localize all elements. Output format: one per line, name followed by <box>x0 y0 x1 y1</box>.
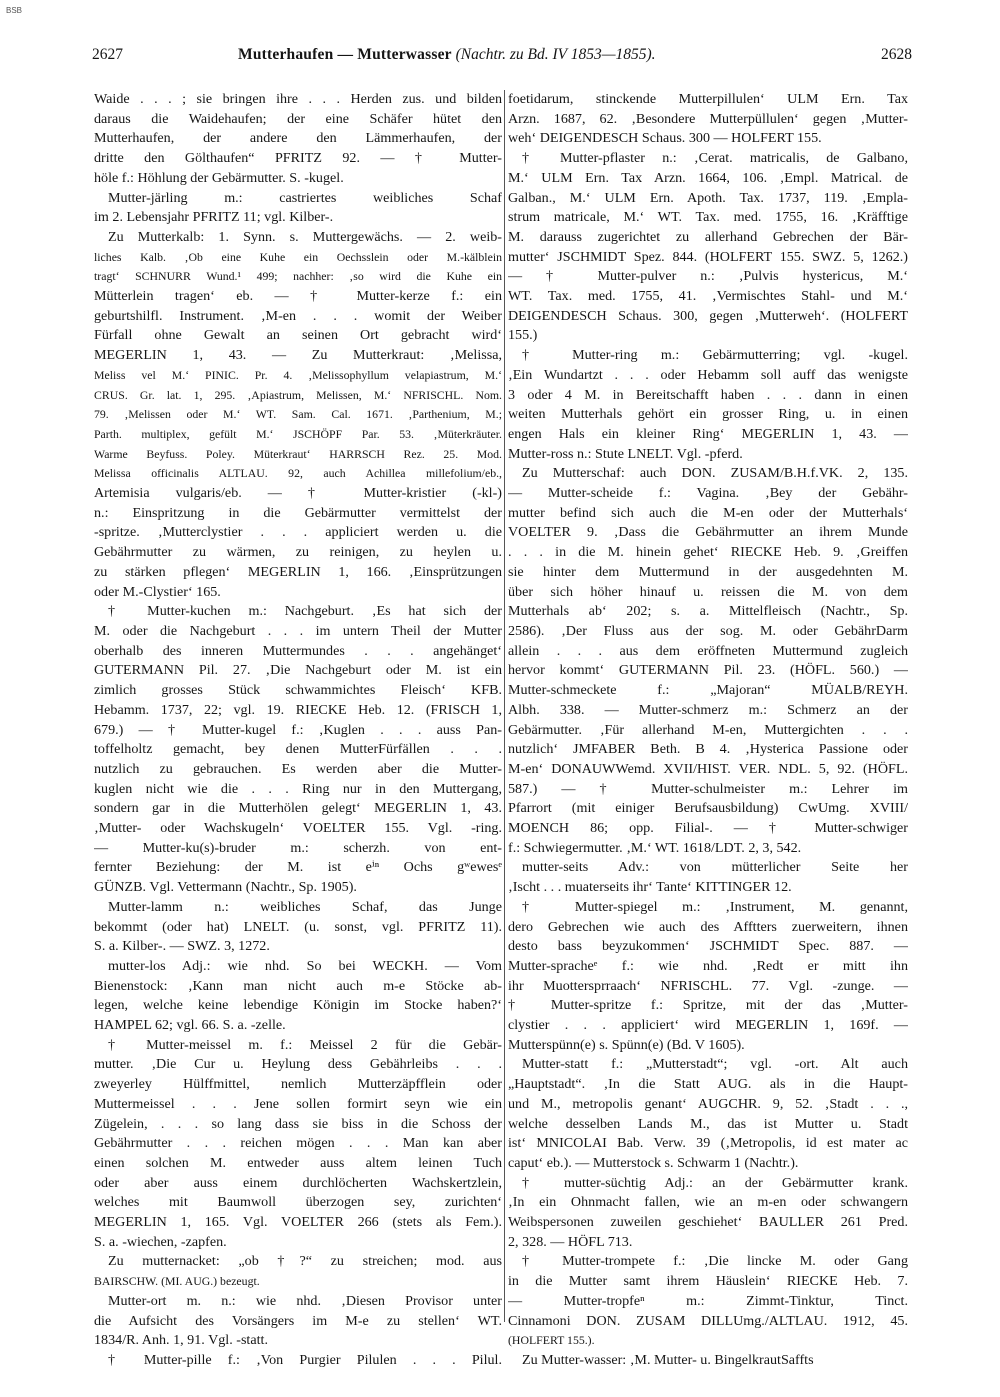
right-column-line: und M., metropolis genant‘ AUGCHR. 9, 52. ‚Stadt . . ., <box>508 1095 908 1112</box>
right-column-line: Mutter-schmeckete f.: „Majoran“ MÜALB/REYH. <box>508 682 908 699</box>
left-column-line: oberhalb des inneren Muttermundes . . . angehänget‘ <box>94 642 502 659</box>
left-column-line: liches Kalb. ‚Ob eine Kuhe ein Oechsslein oder M.-kälblein <box>94 249 502 264</box>
right-column-line: DEIGENDESCH Schaus. 300, gegen ‚Mutterweh‘. (HOLFERT <box>508 307 908 324</box>
left-column-line: ‚Mutter- oder Wachskugeln‘ VOELTER 155. Vgl. -ring. <box>94 820 502 837</box>
left-column-line: welches mit Baumwoll überzogen sey, zurichten‘ <box>94 1194 502 1211</box>
left-column-line: Mutter-lamm n.: weibliches Schaf, das Junge <box>108 898 502 915</box>
left-column-line: Mütterlein tragen‘ eb. — † Mutter-kerze f.: ein <box>94 288 502 305</box>
left-column-line: einen solchen M. entweder auss altem leinen Tuch <box>94 1154 502 1171</box>
right-column-line: ist‘ MNICOLAI Bab. Verw. 39 (‚Metropolis, id est mater ac <box>508 1135 908 1152</box>
right-column-line: ‚Ischt . . . muaterseits ihr‘ Tante‘ KITTINGER 12. <box>508 879 792 896</box>
left-column-line: Artemisia vulgaris/eb. — † Mutter-kristier (-kl-) <box>94 485 502 502</box>
right-column-line: Mutter-statt f.: „Mutterstadt“; vgl. -ort. Alt auch <box>522 1056 908 1073</box>
left-column-line: dritte den Gölthaufen“ PFRITZ 92. — † Mutter- <box>94 150 502 167</box>
right-column-line: † Mutter-ring m.: Gebärmutterring; vgl. -kugel. <box>522 347 908 364</box>
left-column-line: Mutter-järling m.: castriertes weibliches Schaf <box>108 189 502 206</box>
left-column-line: zu stärken pflegen‘ MEGERLIN 1, 166. ‚Einsprützungen <box>94 563 502 580</box>
right-column-line: caput‘ eb.). — Mutterstock s. Schwarm 1 (Nachtr.). <box>508 1154 799 1171</box>
left-column-line: Gebährmutter . . . reichen mögen . . . Man kan aber <box>94 1135 502 1152</box>
left-column-line: Meliss vel M.‘ PINIC. Pr. 4. ‚Melissophyllum velapiastrum, M.‘ <box>94 367 502 382</box>
right-column-line: † Mutter-spiegel m.: ‚Instrument, M. genannt, <box>522 898 908 915</box>
left-column-line: Warme Beyfuss. Poley. Müterkraut‘ HARRSCH Rez. 25. Mod. <box>94 446 502 461</box>
right-column-line: mutter befind sich auch die M-en oder der Mutterhals‘ <box>508 504 908 521</box>
right-column-line: . . . in die M. hinein gehet‘ RIECKE Heb. 9. ‚Greiffen <box>508 544 908 561</box>
left-column-line: Melissa officinalis ALTLAU. 92, auch Achillea millefolium/eb., <box>94 466 502 481</box>
right-column-line: 3 oder 4 M. in Bereitschafft haben . . . dann in einen <box>508 386 908 403</box>
left-column-line: † Mutter-kuchen m.: Nachgeburt. ‚Es hat sich der <box>108 603 502 620</box>
left-column-line: Gebährmutter zu wärmen, zu reinigen, zu heylen u. <box>94 544 502 561</box>
left-column-line: Bienenstock: ‚Kann man nicht auch m-e Stöcke ab- <box>94 977 502 994</box>
left-column-line: BAIRSCHW. (MI. AUG.) bezeugt. <box>94 1274 260 1289</box>
left-column-line: S. a. Kilber-. — SWZ. 3, 1272. <box>94 938 270 955</box>
left-column-line: geburtshilfl. Instrument. ‚M-en . . . womit der Weiber <box>94 307 502 324</box>
left-column-line: mutter-los Adj.: wie nhd. So bei WECKH. — Vom <box>108 957 502 974</box>
left-column-line: nutzlich zu gebrauchen. Es werden aber die Mutter- <box>94 760 502 777</box>
left-column-line: -spritze. ‚Mutterclystier . . . appliciert werden u. die <box>94 524 502 541</box>
left-column-line: 1834/R. Anh. 1, 91. Vgl. -statt. <box>94 1332 268 1349</box>
left-column-line: HAMPEL 62; vgl. 66. S. a. -zelle. <box>94 1017 286 1034</box>
left-column-line: toffelholtz gemacht, bey denen MutterFürfällen . . . <box>94 741 502 758</box>
left-column-line: 79. ‚Melissen oder M.‘ WT. Sam. Cal. 1671. ‚Parthenium, M.; <box>94 407 502 422</box>
right-column-line: Arzn. 1687, 62. ‚Besondere Mutterpüllulen‘ gegen ‚Mutter- <box>508 110 908 127</box>
right-column-line: „Hauptstadt“. ‚In die Statt AUG. als in die Haupt- <box>508 1076 908 1093</box>
right-column-line: — Mutter-tropfeⁿ m.: Zimmt-Tinktur, Tinct. <box>508 1292 908 1309</box>
right-column-line: Mutter-spracheᵉ f.: wie nhd. ‚Redt er mitt ihn <box>508 957 908 974</box>
right-column-line: allein . . . aus dem eröffneten Muttermund zugleich <box>508 642 908 659</box>
right-column-line: † mutter-süchtig Adj.: an der Gebärmutter krank. <box>522 1174 908 1191</box>
left-column-line: Fürfall ohne Gewalt an seinen Ort gebracht wird‘ <box>94 327 502 344</box>
left-column-line: oder M.-Clystier‘ 165. <box>94 583 221 600</box>
left-column-line: 679.) — † Mutter-kugel f.: ‚Kuglen . . . auss Pan- <box>94 721 502 738</box>
right-column-line: M-en‘ DONAUWWemd. XVII/HIST. VER. NDL. 5, 92. (HÖFL. <box>508 760 908 777</box>
right-column-line: MOENCH 86; opp. Filial-. — † Mutter-schwiger <box>508 820 908 837</box>
right-column-line: welche desselben Lands M., das ist Mutter u. Stadt <box>508 1115 908 1132</box>
left-column-line: Muttermeissel . . . Jene sollen formirt seyn wie ein <box>94 1095 502 1112</box>
right-column-line: weh‘ DEIGENDESCH Schaus. 300 — HOLFERT 155. <box>508 130 822 147</box>
header-entries: Mutterhaufen — Mutterwasser <box>238 46 452 63</box>
right-column-line: Pfarrort (mit einiger Berufsausbildung) CwUmg. XVIII/ <box>508 800 908 817</box>
right-column-line: — Mutter-scheide f.: Vagina. ‚Bey der Gebähr- <box>508 485 908 502</box>
left-column-line: tragt‘ SCHNURR Wund.¹ 499; nachher: ‚so wird die Kuhe ein <box>94 269 502 284</box>
page-header <box>92 46 912 70</box>
right-column-line: † Mutter-trompete f.: ‚Die lincke M. oder Gang <box>522 1253 908 1270</box>
header-subtitle: (Nachtr. zu Bd. IV 1853—1855). <box>455 46 656 63</box>
left-column-line: Parth. multiplex, gefült M.‘ JSCHÖPF Par. 53. ‚Müterkräuter. <box>94 426 502 441</box>
right-column-line: mutter-seits Adv.: von mütterlicher Seite her <box>522 859 908 876</box>
right-column-line: ‚Ein Wundartzt . . . oder Hebamm soll auff das wenigste <box>508 366 908 383</box>
left-column-line: im 2. Lebensjahr PFRITZ 11; vgl. Kilber-. <box>94 209 334 226</box>
left-column-line: M. oder die Nachgeburt . . . im untern Theil der Mutter <box>94 622 502 639</box>
right-column-line: f.: Schwiegermutter. ‚M.‘ WT. 1618/LDT. 2, 3, 542. <box>508 839 802 856</box>
right-column-line: Weibspersonen zuweilen geschiehet‘ BAULLER 261 Pred. <box>508 1214 908 1231</box>
left-column-line: — Mutter-ku(s)-bruder m.: scherzh. von ent- <box>94 839 502 856</box>
right-column-line: hervor kommt‘ GUTERMANN Pil. 23. (HÖFL. 560.) — <box>508 662 908 679</box>
right-column-line: 155.) <box>508 327 538 344</box>
right-column <box>508 90 908 1371</box>
left-column-line: daraus die Waidehaufen; der eine Schäfer hütet den <box>94 110 502 127</box>
left-column-line: fernter Beziehung: der M. ist eⁱⁿ Ochs gʷewesᵉ <box>94 859 502 876</box>
right-column-line: Zu Mutterschaf: auch DON. ZUSAM/B.H.f.VK. 2, 135. <box>522 465 908 482</box>
left-column-line: GUTERMANN Pil. 27. ‚Die Nachgeburt oder M. ist ein <box>94 662 502 679</box>
right-column-line: foetidarum, stinckende Mutterpillulen‘ ULM Ern. Tax <box>508 91 908 107</box>
right-column-line: WT. Tax. med. 1755, 41. ‚Vermischtes Stahl- und M.‘ <box>508 288 908 305</box>
right-column-line: † Mutter-spritze f.: Spritze, mit der das ‚Mutter- <box>508 997 908 1014</box>
right-column-line: 2, 328. — HÖFL 713. <box>508 1233 633 1250</box>
right-column-line: Mutter-ross n.: Stute LNELT. Vgl. -pferd. <box>508 445 743 462</box>
left-column-line: höle f.: Höhlung der Gebärmutter. S. -kugel. <box>94 169 344 186</box>
right-column-line: Galban., M.‘ ULM Ern. Apoth. Tax. 1737, 119. ‚Empla- <box>508 189 908 206</box>
left-column-line: † Mutter-pille f.: ‚Von Purgier Pilulen . . . Pilul. <box>108 1352 502 1368</box>
right-column-line: in die Mutter samt ihrem Häuslein‘ RIECKE Heb. 7. <box>508 1273 908 1290</box>
right-column-line: nutzlich‘ JMFABER Beth. B 4. ‚Hysterica Passione oder <box>508 741 908 758</box>
column-rule <box>504 90 505 1322</box>
right-column-line: M.‘ ULM Ern. Tax Arzn. 1664, 106. ‚Empl. Matrical. de <box>508 169 908 186</box>
right-column-line: Mutterhals ab‘ 202; s. a. Mittelfleisch (Nachtr., Sp. <box>508 603 908 620</box>
header-title <box>238 46 656 64</box>
right-column-line: Zu Mutter-wasser: ‚M. Mutter- u. BingelkrautSaffts <box>522 1352 814 1368</box>
right-column-line: — † Mutter-pulver n.: ‚Pulvis hystericus, M.‘ <box>508 268 908 285</box>
right-column-line: ‚In ein Ohnmacht fallen, wie an m-en oder schwangern <box>508 1194 908 1211</box>
right-column-line: mutter‘ JSCHMIDT Spez. 844. (HOLFERT 155. SWZ. 5, 1262.) <box>508 248 908 265</box>
library-stamp: BSB <box>6 6 23 15</box>
right-column-line: 2586). ‚Der Fluss aus der sog. M. oder GebährDarm <box>508 622 908 639</box>
left-column-line: CRUS. Gr. lat. 1, 295. ‚Apiastrum, Melissen, M.‘ NFRISCHL. Nom. <box>94 387 502 402</box>
right-column-line: † Mutter-pflaster n.: ‚Cerat. matricalis, de Galbano, <box>522 150 908 167</box>
right-column-line: VOELTER 9. ‚Dass die Gebährmutter an ihrem Munde <box>508 524 908 541</box>
left-column-line: MEGERLIN 1, 165. Vgl. VOELTER 266 (stets als Fem.). <box>94 1214 502 1231</box>
left-column-line: Hebamm. 1737, 22; vgl. 19. RIECKE Heb. 12. (FRISCH 1, <box>94 701 502 718</box>
left-column-line: mutter. ‚Die Cur u. Heylung dess Gebährleibs . . . <box>94 1056 502 1073</box>
right-column-line: strum matricale, M.‘ WT. Tax. med. 1755, 16. ‚Kräfftige <box>508 209 908 226</box>
right-column-line: weiten Mutterhals gehört ein grosser Ring, u. in einen <box>508 406 908 423</box>
right-column-line: clystier . . . appliciert‘ wird MEGERLIN 1, 169f. — <box>508 1017 908 1034</box>
left-column-line: GÜNZB. Vgl. Vettermann (Nachtr., Sp. 1905). <box>94 879 357 896</box>
right-column-line: ihr Muottersprraach‘ NFRISCHL. 77. Vgl. -zunge. — <box>508 977 908 994</box>
left-column-line: zweyerley Hülffmittel, nemlich Mutterzäpfflein oder <box>94 1076 502 1093</box>
left-column-line: Mutterhaufen, der andere den Lämmerhaufen, der <box>94 130 502 147</box>
left-column-line: Zügelein, . . . so lang dass sie biss in die Schoss der <box>94 1115 502 1132</box>
page-number-left: 2627 <box>92 46 123 63</box>
left-column-line: Waide . . . ; sie bringen ihre . . . Herden zus. und bilden <box>94 91 502 107</box>
right-column-line: dero Gebrechen wie auch des Afftters zuerweitern, ihnen <box>508 918 908 935</box>
right-column-line: (HOLFERT 155.). <box>508 1333 595 1348</box>
right-column-line: 587.) — † Mutter-schulmeister m.: Lehrer im <box>508 780 908 797</box>
left-column-line: sondern gar in die Mutterhölen gelegt‘ MEGERLIN 1, 43. <box>94 800 502 817</box>
right-column-line: Gebärmutter. ‚Für allerhand M-en, Muttergichten . . . <box>508 721 908 738</box>
left-column-line: die Aufsicht des Vorsängers im M-e zu stellen‘ WT. <box>94 1312 502 1329</box>
right-column-line: sie hinter dem Muttermund in der ausgedehnten M. <box>508 563 908 580</box>
right-column-line: über sich höher hinauf u. reissen die M. von dem <box>508 583 908 600</box>
page-number-right: 2628 <box>881 46 912 63</box>
right-column-line: desto bass beyzukommen‘ JSCHMIDT Spec. 887. — <box>508 938 908 955</box>
left-column-line: zimlich grosses Stück schwammichtes Fleisch‘ KFB. <box>94 682 502 699</box>
right-column-line: Albh. 338. — Mutter-schmerz m.: Schmerz an der <box>508 701 908 718</box>
left-column-line: MEGERLIN 1, 43. — Zu Mutterkraut: ‚Melissa, <box>94 347 502 364</box>
right-column-line: M. darauss zugerichtet zu allerhand Gebrechen der Bär- <box>508 228 908 245</box>
right-column-line: Cinnamoni DON. ZUSAM DILLUmg./ALTLAU. 1912, 45. <box>508 1312 908 1329</box>
right-column-line: engen Hals ein kleiner Ring‘ MEGERLIN 1, 43. — <box>508 425 908 442</box>
left-column-line: bekommt (oder hat) LNELT. (u. sonst, vgl. PFRITZ 11). <box>94 918 502 935</box>
left-column-line: oder aber auss einem durchlöcherten Wachskertzlein, <box>94 1174 502 1191</box>
left-column-line: legen, welche keine lebendige Königin im Stocke haben?‘ <box>94 997 502 1014</box>
left-column-line: Zu mutternacket: „ob †?“ zu streichen; mod. aus <box>108 1253 502 1270</box>
left-column <box>94 90 502 1371</box>
left-column-line: Mutter-ort m. n.: wie nhd. ‚Diesen Provisor unter <box>108 1292 502 1309</box>
left-column-line: kuglen nicht wie die . . . Ring nur in den Muttergang, <box>94 780 502 797</box>
right-column-line: Mutterspünn(e) s. Spünn(e) (Bd. V 1605). <box>508 1036 745 1053</box>
left-column-line: Zu Mutterkalb: 1. Synn. s. Muttergewächs. — 2. weib- <box>108 228 502 245</box>
left-column-line: S. a. -wiechen, -zapfen. <box>94 1233 227 1250</box>
left-column-line: † Mutter-meissel m. f.: Meissel 2 für die Gebär- <box>108 1036 502 1053</box>
left-column-line: n.: Einspritzung in die Gebärmutter vermittelst der <box>94 504 502 521</box>
